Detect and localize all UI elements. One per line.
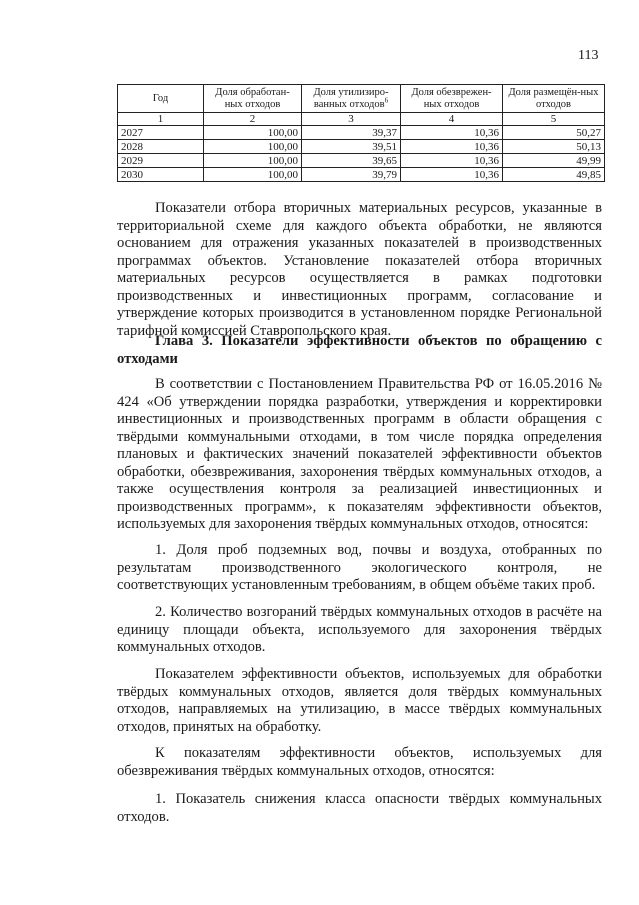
table-cell: 2027 <box>118 126 204 140</box>
paragraph-indicator-2: 2. Количество возгораний твёрдых коммунальных отходов в расчёте на единицу площади объекта, используемого для захоронения твёрдых коммунальных отходов. <box>117 604 602 655</box>
header-utilized: Доля утилизиро-ванных отходов$^6$ <box>302 85 401 113</box>
table-cell: 1 <box>118 113 204 126</box>
table-cell: 10,36 <box>401 168 503 182</box>
table-cell: 50,13 <box>503 140 605 154</box>
table-cell: 5 <box>503 113 605 126</box>
table-cell: 10,36 <box>401 154 503 168</box>
header-year: Год <box>118 85 204 113</box>
header-processed: Доля обработан-ных отходов <box>204 85 302 113</box>
table-cell: 2030 <box>118 168 204 182</box>
table-cell: 10,36 <box>401 126 503 140</box>
paragraph-hazard-class: 1. Показатель снижения класса опасности твёрдых коммунальных отходов. <box>117 791 602 825</box>
table-header-row <box>118 85 605 113</box>
table-row <box>118 140 605 154</box>
table-cell: 39,51 <box>302 140 401 154</box>
table-cell: 39,37 <box>302 126 401 140</box>
table-index-row <box>118 113 605 126</box>
header-neutralized: Доля обезврежен-ных отходов <box>401 85 503 113</box>
table-cell: 100,00 <box>204 126 302 140</box>
footnote-mark: 6 <box>384 96 389 104</box>
table-cell: 2 <box>204 113 302 126</box>
header-placed: Доля размещён-ных отходов <box>503 85 605 113</box>
paragraph-indicator-1: 1. Доля проб подземных вод, почвы и воздуха, отобранных по результатам производственного экологического контроля, не соответствующих установленным требованиям, в общем объёме таких проб. <box>117 542 602 593</box>
table-cell: 4 <box>401 113 503 126</box>
waste-share-table <box>117 84 605 182</box>
table-cell: 39,79 <box>302 168 401 182</box>
table-row <box>118 168 605 182</box>
page-number: 113 <box>578 48 599 63</box>
table-cell: 10,36 <box>401 140 503 154</box>
table-cell: 100,00 <box>204 168 302 182</box>
table-cell: 100,00 <box>204 154 302 168</box>
paragraph-secondary-resources: Показатели отбора вторичных материальных ресурсов, указанные в территориальной схеме для каждого объекта обработки, не являются основанием для отражения указанных показателей в производственных программах объектов. Установление показателей отбора вторичных материальных ресурсов осуществляется в рамках подготовки производственных и инвестиционных программ, согласование и утверждение которых производится в установленном порядке Региональной тарифной комиссией Ставропольского края. <box>117 200 602 339</box>
paragraph-government-decree: В соответствии с Постановлением Правительства РФ от 16.05.2016 № 424 «Об утверждении порядка разработки, утверждения и корректировки инвестиционных и производственных программ в области обращения с твёрдыми коммунальными отходами, в том числе порядка определения плановых и фактических значений показателей эффективности объектов обработки, обезвреживания, захоронения твёрдых коммунальных отходов, а также осуществления контроля за реализацией инвестиционных и производственных программ», к показателям эффективности объектов, используемых для захоронения твёрдых коммунальных отходов, относятся: <box>117 376 602 532</box>
table-row <box>118 154 605 168</box>
table-cell: 49,85 <box>503 168 605 182</box>
table-cell: 100,00 <box>204 140 302 154</box>
table-cell: 49,99 <box>503 154 605 168</box>
paragraph-neutralization-intro: К показателям эффективности объектов, используемых для обезвреживания твёрдых коммунальных отходов, относятся: <box>117 745 602 779</box>
table-cell: 39,65 <box>302 154 401 168</box>
paragraph-processing-indicator: Показателем эффективности объектов, используемых для обработки твёрдых коммунальных отходов, является доля твёрдых коммунальных отходов, направляемых на утилизацию, в массе твёрдых коммунальных отходов, принятых на обработку. <box>117 666 602 735</box>
table-cell: 50,27 <box>503 126 605 140</box>
table-cell: 3 <box>302 113 401 126</box>
chapter-heading: Глава 3. Показатели эффективности объектов по обращению с отходами <box>117 333 602 367</box>
table-row <box>118 126 605 140</box>
table-cell: 2029 <box>118 154 204 168</box>
table-cell: 2028 <box>118 140 204 154</box>
